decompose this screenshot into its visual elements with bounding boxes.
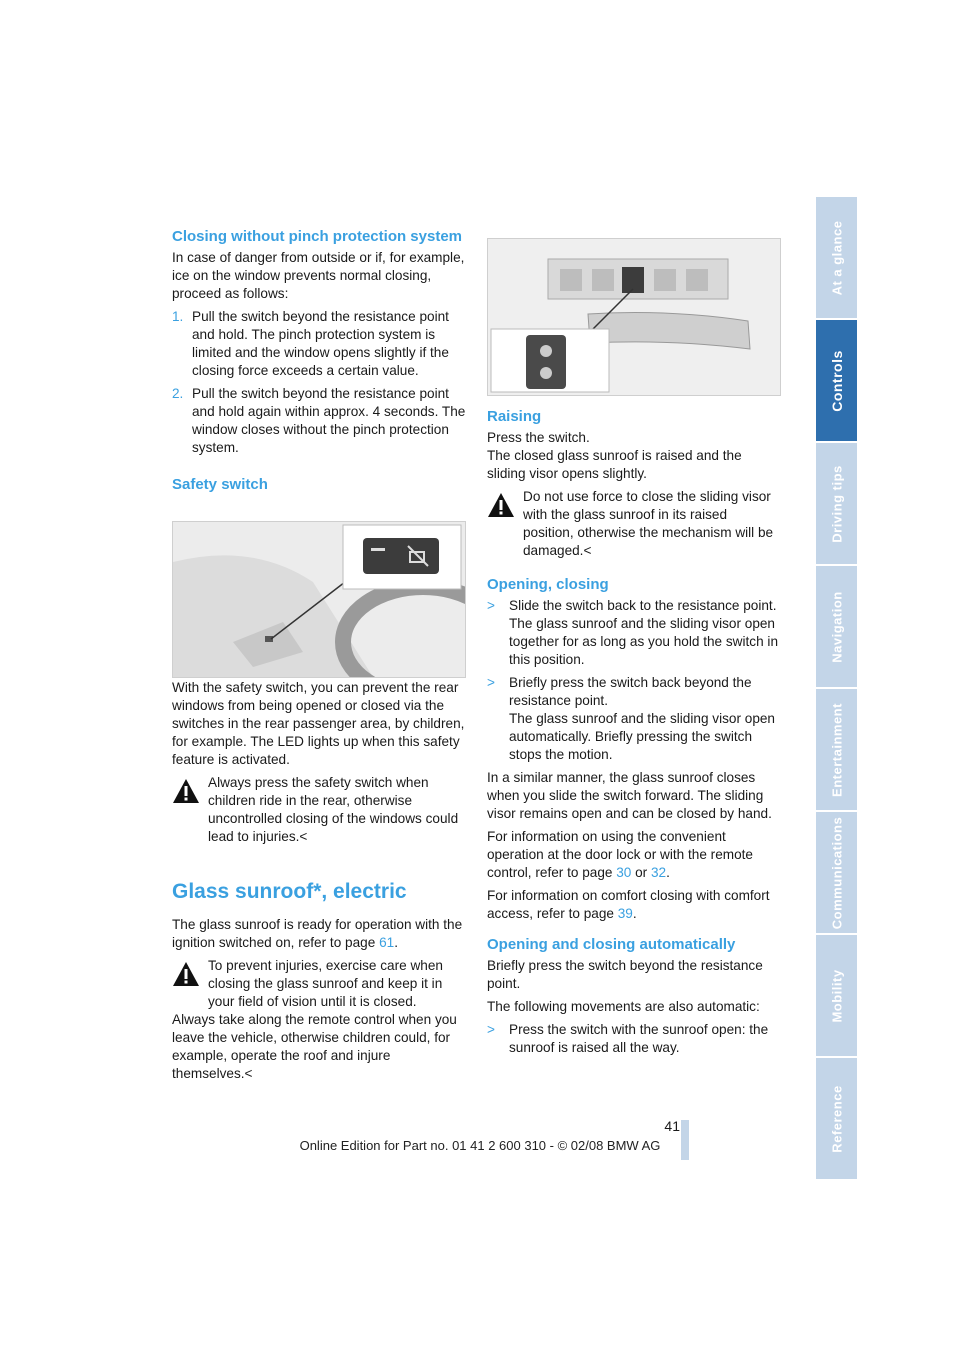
heading-raising: Raising: [487, 408, 542, 425]
warning-triangle-icon: [487, 492, 515, 518]
bullet-mark: >: [487, 598, 495, 613]
tab-driving-tips[interactable]: Driving tips: [816, 443, 857, 566]
tab-at-a-glance[interactable]: At a glance: [816, 197, 857, 320]
bullet-text: Briefly press the switch back beyond the resistance point.: [509, 675, 752, 708]
page-link-39[interactable]: 39: [617, 906, 633, 921]
warning-raising-text: Do not use force to close the sliding visor with the glass sunroof in its raised position, otherwise the mechanism will be damaged.<: [523, 489, 774, 558]
step-1: [172, 308, 466, 380]
convenient-text: For information on using the convenient operation at the door lock or with the remote control, refer to page 30 or 32.: [487, 829, 753, 880]
heading-opening-closing-auto: Opening and closing automatically: [487, 936, 736, 953]
bullet-text: Slide the switch back to the resistance point.: [509, 598, 777, 613]
sunroof-text: The glass sunroof is ready for operation with the ignition switched on, refer to page 61.: [172, 917, 463, 950]
page-link-61[interactable]: 61: [379, 935, 395, 950]
page-link-32[interactable]: 32: [651, 865, 667, 880]
bullet-open-1: [487, 597, 781, 669]
bullet-mark: >: [487, 675, 495, 690]
warning-raising: [487, 488, 781, 560]
warning-sunroof-text-2: Always take along the remote control when you leave the vehicle, otherwise children could, for example, operate the roof and injure themselves.<: [172, 1012, 457, 1081]
right-column: [487, 408, 781, 1062]
comfort-text: For information on comfort closing with comfort access, refer to page 39.: [487, 888, 770, 921]
page-number: 41: [664, 1118, 680, 1134]
bullet-auto-1: [487, 1021, 781, 1057]
safety-switch-figure: [172, 521, 466, 678]
heading-closing-without-pinch: Closing without pinch protection system: [172, 228, 463, 245]
tab-entertainment[interactable]: Entertainment: [816, 689, 857, 812]
tab-reference[interactable]: Reference: [816, 1058, 857, 1181]
similar-text: In a similar manner, the glass sunroof closes when you slide the switch forward. The sliding visor remains open and can be closed by hand.: [487, 770, 772, 821]
door-panel-illustration: [173, 522, 465, 677]
warning-triangle-icon: [172, 778, 200, 804]
chapter-tabs: [816, 197, 857, 1181]
tab-controls[interactable]: Controls: [816, 320, 857, 443]
step-number: 2.: [172, 386, 184, 401]
heading-opening-closing: Opening, closing: [487, 576, 609, 593]
bullet-subtext: The glass sunroof and the sliding visor open together for as long as you hold the switch in this position.: [509, 616, 779, 667]
bullet-open-2: [487, 674, 781, 764]
auto-line-1: Briefly press the switch beyond the resistance point.: [487, 958, 763, 991]
warning-sunroof-text: To prevent injuries, exercise care when closing the glass sunroof and keep it in your field of vision until it is closed.: [208, 958, 443, 1009]
closing-intro: In case of danger from outside or if, for example, ice on the window prevents normal closing, proceed as follows:: [172, 250, 465, 301]
warning-sunroof: [172, 957, 466, 1083]
tab-mobility[interactable]: Mobility: [816, 935, 857, 1058]
tab-navigation[interactable]: Navigation: [816, 566, 857, 689]
heading-safety-switch: Safety switch: [172, 476, 268, 493]
warning-safety-text: Always press the safety switch when children ride in the rear, otherwise uncontrolled closing of the windows could lead to injuries.<: [208, 775, 459, 844]
bullet-subtext: The glass sunroof and the sliding visor open automatically. Briefly pressing the switch stops the motion.: [509, 711, 775, 762]
auto-line-2: The following movements are also automatic:: [487, 999, 760, 1014]
bullet-mark: >: [487, 1022, 495, 1037]
raising-line-1: Press the switch.: [487, 430, 590, 445]
step-text: Pull the switch beyond the resistance point and hold again within approx. 4 seconds. The window closes without the pinch protection system.: [192, 386, 466, 455]
sunroof-switch-figure: [487, 238, 781, 396]
step-2: [172, 385, 466, 457]
step-number: 1.: [172, 309, 184, 324]
footer-text: Online Edition for Part no. 01 41 2 600 310 - © 02/08 BMW AG: [299, 1138, 661, 1153]
warning-safety: [172, 774, 466, 846]
bullet-text: Press the switch with the sunroof open: the sunroof is raised all the way.: [509, 1022, 769, 1055]
warning-triangle-icon: [172, 961, 200, 987]
raising-line-2: The closed glass sunroof is raised and the sliding visor opens slightly.: [487, 448, 742, 481]
tab-communications[interactable]: Communications: [816, 812, 857, 935]
step-text: Pull the switch beyond the resistance point and hold. The pinch protection system is limited and the window opens slightly if the closing force exceeds a certain value.: [192, 309, 449, 378]
safety-text: With the safety switch, you can prevent the rear windows from being opened or closed via the switches in the rear passenger area, by children, for example. The LED lights up when this safety feature is activated.: [172, 680, 465, 767]
roof-console-illustration: [488, 239, 780, 395]
heading-glass-sunroof: Glass sunroof*, electric: [172, 880, 407, 903]
page-link-30[interactable]: 30: [616, 865, 632, 880]
